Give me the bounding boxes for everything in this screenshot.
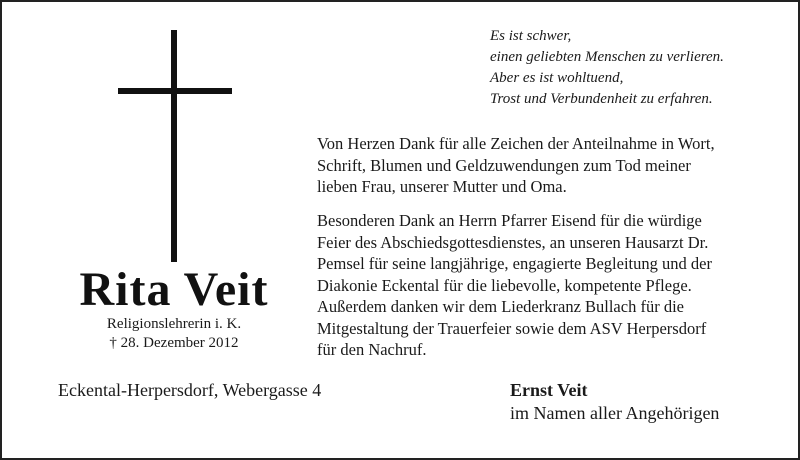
signature-subtitle: im Namen aller Angehörigen: [510, 403, 720, 423]
thanks-paragraph-2: [317, 210, 759, 361]
text-line: Schrift, Blumen und Geldzuwendungen zum Tod meiner: [317, 155, 691, 175]
text-line: Mitgestaltung der Trauerfeier sowie dem ASV Herpersdorf: [317, 318, 707, 338]
text-line: Pemsel für seine langjährige, engagierte Begleitung und der: [317, 254, 712, 273]
cross-horizontal-bar: [118, 88, 232, 94]
text-line: Außerdem danken wir dem Liederkranz Bullach für die: [317, 297, 684, 316]
cross-vertical-bar: [171, 30, 177, 262]
poem-line: Aber es ist wohltuend,: [490, 70, 624, 86]
text-line: lieben Frau, unserer Mutter und Oma.: [317, 177, 567, 196]
deceased-profession: Religionslehrerin i. K.: [106, 316, 242, 332]
address: Eckental-Herpersdorf, Webergasse 4: [58, 380, 322, 400]
text-line: Von Herzen Dank für alle Zeichen der Anteilnahme in Wort,: [317, 134, 715, 153]
text-line: für den Nachruf.: [317, 340, 427, 359]
poem-line: einen geliebten Menschen zu verlieren.: [490, 49, 724, 65]
text-line: Diakonie Eckental für die liebevolle, kompetente Pflege.: [317, 275, 692, 295]
poem-line: Es ist schwer,: [490, 28, 572, 44]
signature-name: Ernst Veit: [510, 380, 588, 400]
deceased-name: Rita Veit: [79, 263, 269, 316]
text-line: Besonderen Dank an Herrn Pfarrer Eisend für die würdige: [317, 211, 702, 230]
cross-icon: [118, 30, 232, 262]
poem: [490, 26, 790, 110]
text-line: Feier des Abschiedsgottesdienstes, an unseren Hausarzt Dr.: [317, 232, 709, 252]
death-date: † 28. Dezember 2012: [109, 335, 239, 351]
thanks-paragraph-1: [317, 133, 759, 198]
poem-line: Trost und Verbundenheit zu erfahren.: [490, 91, 713, 107]
